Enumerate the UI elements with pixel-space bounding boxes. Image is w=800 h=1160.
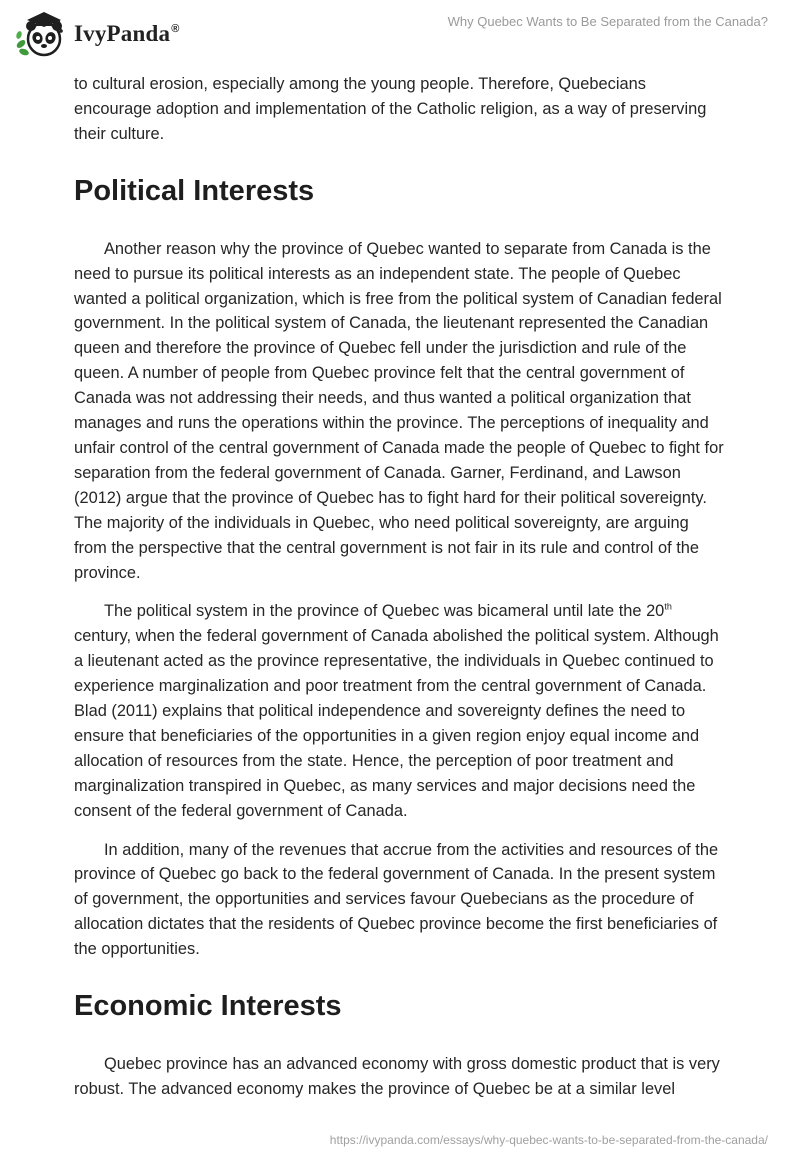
registered-mark: ® [171, 23, 180, 36]
ivypanda-logo-link[interactable] [14, 8, 180, 60]
panda-graduate-icon [14, 8, 68, 60]
paragraph-political-3: In addition, many of the revenues that accrue from the activities and resources of the province of Quebec go back to the federal government of Canada. In the present system of government, the opportunities and services favour Quebecians as the procedure of allocation dictates that the residents of Quebec province become the first beneficiaries of the opportunities. [74, 840, 719, 959]
paragraph-political-2 [74, 599, 726, 823]
superscript-th: th [664, 601, 672, 612]
section-heading-political-interests: Political Interests [74, 174, 315, 207]
page-header [0, 0, 800, 66]
document-title: Why Quebec Wants to Be Separated from the Canada? [447, 14, 768, 29]
paragraph-political-1: Another reason why the province of Quebec wanted to separate from Canada is the need to pursue its political interests as an independent state. The people of Quebec wanted a political organization, which is free from the political system of Canadian federal government. In the political system of Canada, the lieutenant represented the Canadian queen and therefore the province of Quebec fell under the jurisdiction and rule of the queen. A number of people from Quebec province felt that the central government of Canada was not addressing their needs, and thus wanted a political organization that manages and runs the operations within the province. The perceptions of inequality and unfair control of the central government of Canada made the people of Quebec to fight for separation from the federal government of Canada. Garner, Ferdinand, and Lawson (2012) argue that the province of Quebec has to fight hard for their political sovereignty. The majority of the individuals in Quebec, who need political sovereignty, are arguing from the perspective that the central government is not fair in its rule and control of the province. [74, 239, 724, 582]
paragraph-political-2-start: The political system in the province of Quebec was bicameral until late the 20 [104, 602, 665, 621]
paragraph-political-2-end: century, when the federal government of Canada abolished the political system. Although a lieutenant acted as the province representative, the individuals in Quebec continued to experience marginalization and poor treatment from the central government of Canada. Blad (2011) explains that political independence and sovereignty defines the need to ensure that beneficiaries of the opportunities in a given region enjoy equal income and allocation of resources from the state. Hence, the perception of poor treatment and marginalization transpired in Quebec, as many services and major decisions need the consent of the federal government of Canada. [74, 627, 719, 820]
brand-name: IvyPanda® [74, 21, 180, 46]
source-url-link[interactable]: https://ivypanda.com/essays/why-quebec-wants-to-be-separated-from-the-canada/ [329, 1133, 768, 1147]
paragraph-intro-continued: to cultural erosion, especially among the young people. Therefore, Quebecians encourage adoption and implementation of the Catholic religion, as a way of preserving their culture. [74, 75, 707, 143]
paragraph-economic-1: Quebec province has an advanced economy with gross domestic product that is very robust. The advanced economy makes the province of Quebec be at a similar level [74, 1055, 720, 1098]
essay-body [74, 72, 726, 1116]
section-heading-economic-interests: Economic Interests [74, 990, 342, 1023]
